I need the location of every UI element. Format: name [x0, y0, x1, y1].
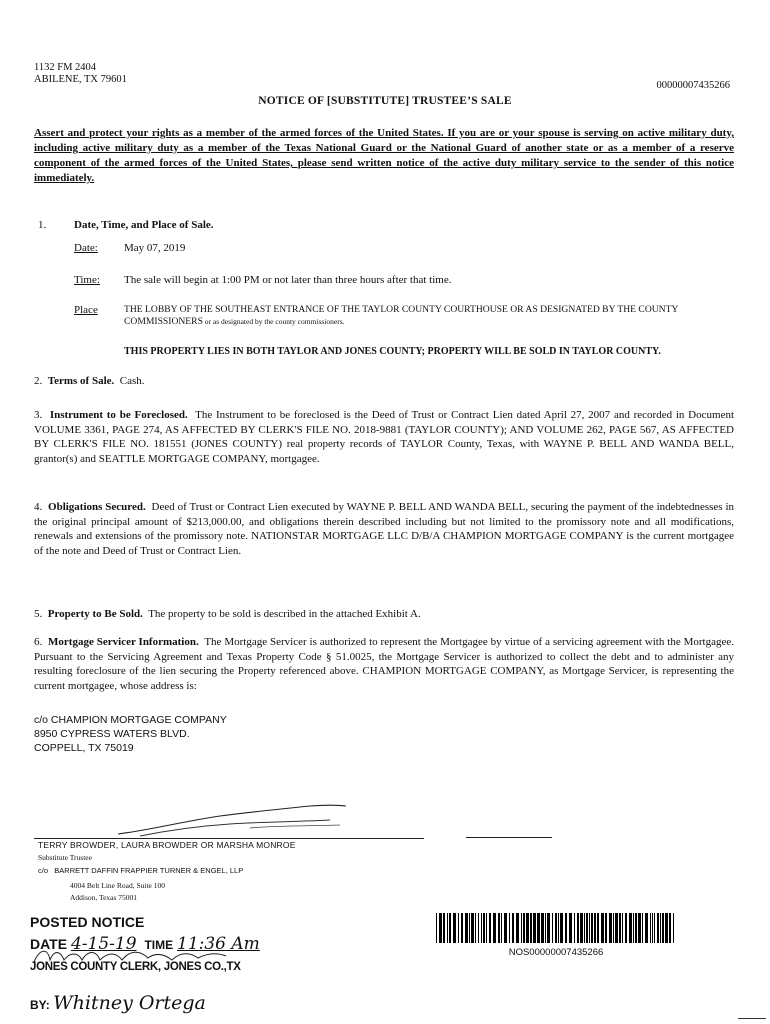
posted-by-value: Whitney Ortega	[53, 992, 206, 1014]
sale-place	[124, 304, 732, 328]
corner-mark	[738, 1018, 766, 1019]
barcode-number: NOS00000007435266	[508, 947, 604, 958]
law-firm	[38, 866, 243, 875]
sale-place-suffix: or as designated by the county commissioners.	[202, 317, 345, 326]
section-1-heading: Date, Time, and Place of Sale.	[74, 219, 214, 231]
clerk-office: JONES COUNTY CLERK, JONES CO.,TX	[30, 961, 241, 973]
trustee-role: Substitute Trustee	[38, 853, 92, 862]
posted-date-value: 4-15-19	[70, 934, 137, 954]
signature-line-2	[466, 837, 552, 838]
section-3	[34, 408, 734, 466]
law-firm-street: 4004 Belt Line Road, Suite 100	[70, 881, 165, 890]
law-firm-city: Addison, Texas 75001	[70, 893, 138, 902]
section-5	[34, 607, 734, 622]
trustee-names: TERRY BROWDER, LAURA BROWDER OR MARSHA MONROE	[38, 840, 296, 850]
signature-line	[34, 838, 424, 839]
section-3-text: The Instrument to be foreclosed is the Deed of Trust or Contract Lien dated April 27, 2007 and recorded in Document VOLUME 3361, PAGE 274, AS AFFECTED BY CLERK'S FILE NO. 2018-9881 (TAYLOR COUNTY); AND VOLUME 262, PAGE 567, AS AFFECTED BY CLERK'S FILE NO. 181551 (JONES COUNTY) real property records of TAYLOR County, Texas, with WAYNE P. BELL AND WANDA BELL, grantor(s) and SEATTLE MORTGAGE COMPANY, mortgagee.	[34, 409, 735, 465]
posted-by-label: BY:	[30, 998, 50, 1012]
care-of-label: c/o	[38, 866, 49, 875]
posted-by-row	[30, 992, 206, 1014]
trustee-signature	[110, 800, 350, 840]
section-2-heading: Terms of Sale.	[47, 375, 115, 387]
posted-notice-label: POSTED NOTICE	[30, 914, 145, 930]
section-3-heading: Instrument to be Foreclosed.	[49, 409, 188, 421]
address-line-1: 1132 FM 2404	[34, 62, 97, 73]
section-5-heading: Property to Be Sold.	[47, 608, 143, 620]
posted-time-value: 11:36 Am	[177, 934, 260, 954]
place-label: Place	[74, 304, 98, 316]
section-5-text: The property to be sold is described in the attached Exhibit A.	[148, 608, 421, 620]
section-3-number: 3.	[34, 409, 43, 421]
sale-date: May 07, 2019	[124, 242, 186, 254]
posted-time-label: TIME	[144, 938, 174, 952]
section-2	[34, 374, 734, 389]
address-line-2: ABILENE, TX 79601	[34, 74, 127, 85]
section-4-heading: Obligations Secured.	[48, 501, 146, 513]
sale-place-main: THE LOBBY OF THE SOUTHEAST ENTRANCE OF THE TAYLOR COUNTY COURTHOUSE OR AS DESIGNATED BY THE COUNTY COMMISSIONERS	[124, 304, 679, 327]
section-4-text: Deed of Trust or Contract Lien executed by WAYNE P. BELL AND WANDA BELL, securing the payment of the indebtednesses in the original principal amount of $213,000.00, and obligations therein described including but not limited to the promissory note and all modifications, renewals and extensions of the promissory note. NATIONSTAR MORTGAGE LLC D/B/A CHAMPION MORTGAGE COMPANY is the current mortgagee of the note and Deed of Trust or Contract Lien.	[34, 501, 735, 557]
sale-time: The sale will begin at 1:00 PM or not later than three hours after that time.	[124, 274, 452, 286]
time-label: Time:	[74, 274, 100, 286]
posted-date-label: DATE	[30, 936, 68, 952]
section-4	[34, 500, 734, 558]
section-4-number: 4.	[34, 501, 43, 513]
law-firm-address	[70, 880, 165, 904]
document-title: NOTICE OF [SUBSTITUTE] TRUSTEE’S SALE	[258, 95, 512, 107]
section-6-heading: Mortgage Servicer Information.	[48, 636, 199, 648]
section-6-number: 6.	[34, 636, 43, 648]
sender-address	[34, 62, 127, 86]
servicer-address-line-3: COPPELL, TX 75019	[34, 742, 134, 754]
section-1-number: 1.	[38, 219, 47, 231]
law-firm-name: BARRETT DAFFIN FRAPPIER TURNER & ENGEL, LLP	[54, 866, 244, 875]
servicer-address-line-1: c/o CHAMPION MORTGAGE COMPANY	[34, 714, 227, 726]
section-2-text: Cash.	[119, 375, 145, 387]
document-number: 00000007435266	[656, 80, 730, 91]
date-label: Date:	[74, 242, 98, 254]
section-2-number: 2.	[34, 375, 43, 387]
section-5-number: 5.	[34, 608, 43, 620]
section-6-text: The Mortgage Servicer is authorized to represent the Mortgagee by virtue of a servicing agreement with the Mortgagee. Pursuant to the Servicing Agreement and Texas Property Code § 51.0025, the Mortgage Servicer is authorized to collect the debt and to administer any resulting foreclosure of the lien securing the Property referenced above. CHAMPION MORTGAGE COMPANY, as Mortgage Servicer, is representing the current mortgagee, whose address is:	[34, 636, 734, 692]
military-notice: Assert and protect your rights as a member of the armed forces of the United States. If you are or your spouse is serving on active military duty, including active military duty as a member of the Texas National Guard or the National Guard of another state or as a member of a reserve component of the armed forces of the United States, please send written notice of the active duty military service to the sender of this notice immediately.	[34, 127, 734, 184]
county-notice: THIS PROPERTY LIES IN BOTH TAYLOR AND JONES COUNTY; PROPERTY WILL BE SOLD IN TAYLOR COUNTY.	[124, 346, 661, 357]
servicer-address-line-2: 8950 CYPRESS WATERS BLVD.	[34, 728, 190, 740]
servicer-address	[34, 713, 227, 755]
section-6	[34, 635, 734, 693]
barcode	[436, 913, 676, 943]
